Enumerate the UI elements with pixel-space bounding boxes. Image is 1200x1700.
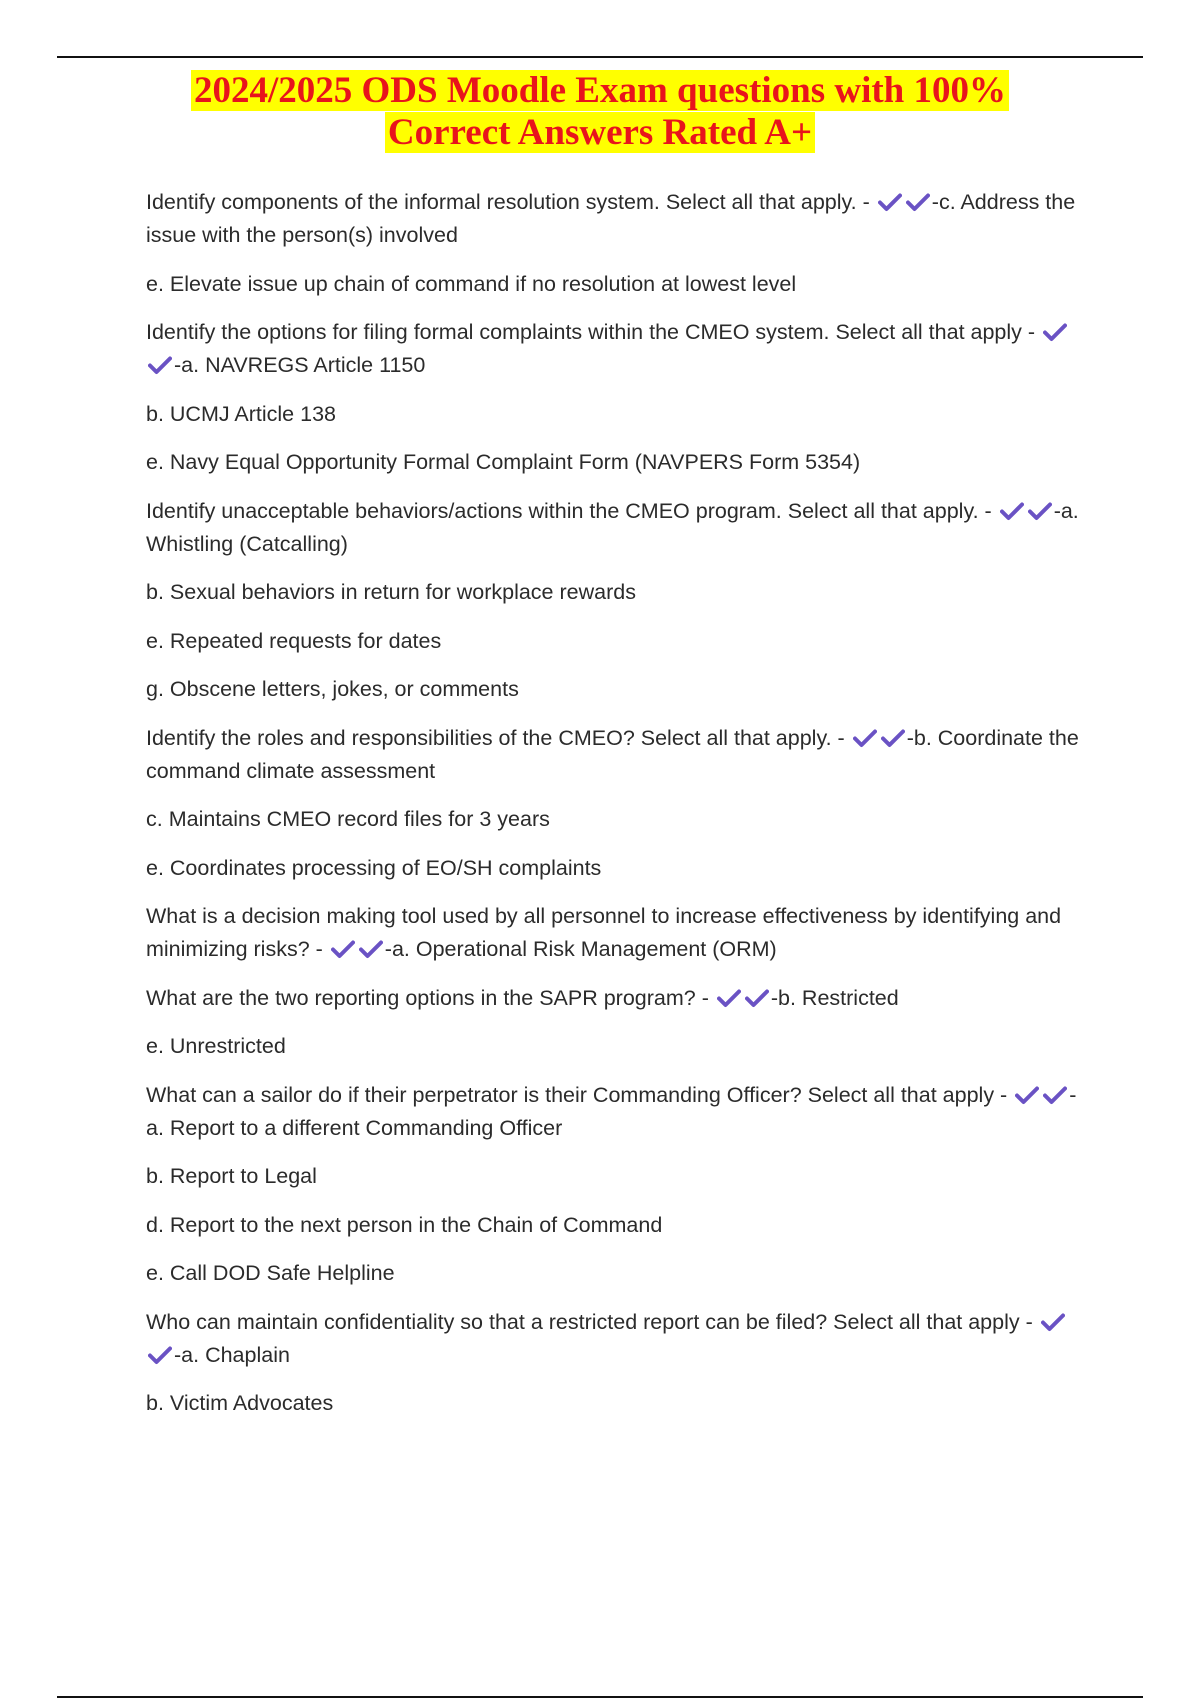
- answer-option: e. Unrestricted: [146, 1034, 286, 1058]
- answer-option: b. Sexual behaviors in return for workplace rewards: [146, 580, 636, 604]
- question-item: [146, 186, 1086, 252]
- answer-text: -b. Coordinate the command climate assessment: [146, 725, 1079, 783]
- question-text: Who can maintain confidentiality so that a restricted report can be filed? Select all that apply -: [146, 1309, 1033, 1334]
- question-text: Identify components of the informal resolution system. Select all that apply. -: [146, 190, 870, 214]
- question-text: What is a decision making tool used by all personnel to increase effectiveness by identifying and minimizing risks? -: [146, 904, 1062, 961]
- question-text: Identify the roles and responsibilities of the CMEO? Select all that apply. -: [146, 725, 845, 750]
- checkmark-icon: [1015, 1085, 1039, 1105]
- question-text: Identify the options for filing formal complaints within the CMEO system. Select all that apply -: [146, 320, 1036, 344]
- answer-text: -a. Report to a different Commanding Officer: [146, 1082, 1077, 1140]
- checkmark-icon: [745, 988, 769, 1008]
- checkmark-icon: [878, 192, 902, 212]
- top-rule: [57, 56, 1143, 58]
- answer-option: c. Maintains CMEO record files for 3 years: [146, 807, 550, 831]
- title-line-1: 2024/2025 ODS Moodle Exam questions with 100%: [191, 70, 1009, 111]
- question-item: [146, 1306, 1086, 1372]
- question-text: What can a sailor do if their perpetrator is their Commanding Officer? Select all that apply -: [146, 1082, 1008, 1107]
- checkmark-icon: [148, 355, 172, 375]
- answer-option: e. Call DOD Safe Helpline: [146, 1261, 395, 1285]
- checkmark-icon: [1043, 322, 1067, 342]
- question-item: [146, 495, 1086, 561]
- question-item: [146, 1079, 1086, 1145]
- document-title: [0, 70, 1200, 154]
- question-text: What are the two reporting options in the SAPR program? -: [146, 985, 709, 1010]
- answer-option: e. Elevate issue up chain of command if no resolution at lowest level: [146, 271, 797, 296]
- checkmark-icon: [148, 1345, 172, 1365]
- checkmark-icon: [881, 728, 905, 748]
- answer-text: -a. Operational Risk Management (ORM): [384, 937, 777, 961]
- answer-text: -c. Address the issue with the person(s) involved: [146, 190, 1076, 247]
- answer-text: -a. Chaplain: [174, 1342, 290, 1367]
- title-line-2: Correct Answers Rated A+: [385, 112, 815, 153]
- answer-text: -a. Whistling (Catcalling): [146, 498, 1079, 556]
- checkmark-icon: [359, 939, 383, 959]
- checkmark-icon: [717, 988, 741, 1008]
- answer-option: b. Report to Legal: [146, 1164, 317, 1188]
- question-text: Identify unacceptable behaviors/actions within the CMEO program. Select all that apply. -: [146, 498, 992, 523]
- checkmark-icon: [331, 939, 355, 959]
- question-item: [146, 900, 1086, 966]
- question-item: [146, 722, 1086, 788]
- answer-option: d. Report to the next person in the Chain of Command: [146, 1212, 663, 1237]
- answer-option: e. Coordinates processing of EO/SH complaints: [146, 855, 602, 880]
- document-body: [146, 186, 1086, 1436]
- checkmark-icon: [1043, 1085, 1067, 1105]
- answer-option: e. Repeated requests for dates: [146, 628, 442, 653]
- answer-option: b. UCMJ Article 138: [146, 401, 336, 426]
- answer-option: e. Navy Equal Opportunity Formal Complaint Form (NAVPERS Form 5354): [146, 450, 861, 474]
- checkmark-icon: [906, 192, 930, 212]
- answer-text: -a. NAVREGS Article 1150: [174, 353, 426, 377]
- answer-text: -b. Restricted: [770, 985, 899, 1010]
- checkmark-icon: [1041, 1312, 1065, 1332]
- answer-option: b. Victim Advocates: [146, 1391, 334, 1415]
- question-item: [146, 316, 1086, 382]
- checkmark-icon: [1028, 501, 1052, 521]
- checkmark-icon: [853, 728, 877, 748]
- checkmark-icon: [1000, 501, 1024, 521]
- question-item: [146, 982, 1086, 1015]
- answer-option: g. Obscene letters, jokes, or comments: [146, 677, 519, 701]
- bottom-rule: [57, 1696, 1143, 1698]
